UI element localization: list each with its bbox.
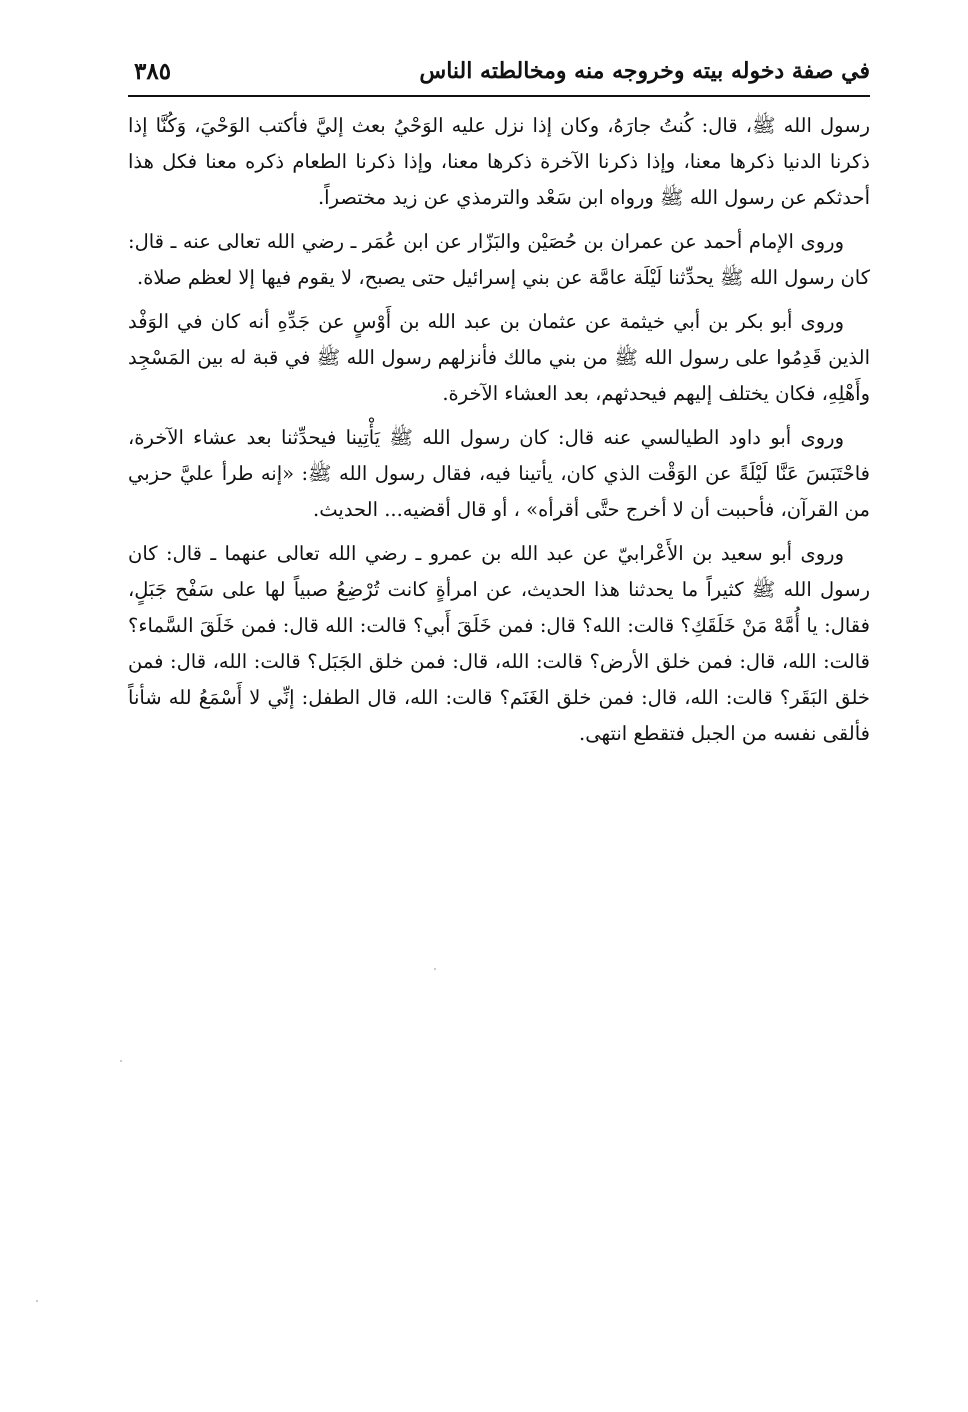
paragraph-5: وروى أبو سعيد بن الأَعْرابيّ عن عبد الله بن عمرو ـ رضي الله تعالى عنهما ـ قال: كان رسول الله ﷺ كثيراً ما يحدثنا هذا الحديث، عن امرأةٍ كانت تُرْضِعُ صبياً لها على سَفْح جَبَلٍ، فقال: يا أُمَّهْ مَنْ خَلَقَكِ؟ قالت: الله؟ قال: فمن خَلَقَ أَبي؟ قالت: الله قال: فمن خَلَقَ السَّماء؟ قالت: الله، قال: فمن خلق الأرض؟ قالت: الله، قال: فمن خلق الجَبَل؟ قالت: الله، قال: فمن خلق البَقَر؟ قالت: الله، قال: فمن خلق الغَنَم؟ قالت: الله، قال الطفل: إنِّي لا أَسْمَعُ لله شأناً فألقى نفسه من الجبل فتقطع انتهى. [128,542,870,745]
scan-speck [120,1060,122,1062]
running-header [128,56,870,96]
paragraph-1: رسول الله ﷺ، قال: كُنتُ جارَهُ، وكان إذا نزل عليه الوَحْيُ بعث إليَّ فأكتب الوَحْيَ، وَكُنَّا إذا ذكرنا الدنيا ذكرها معنا، وإذا ذكرنا الآخرة ذكرها معنا، وإذا ذكرنا الطعام ذكره معنا فكل هذا أحدثكم عن رسول الله ﷺ ورواه ابن سَعْد والترمذي عن زيد مختصراً. [128,114,870,209]
paragraph-2: وروى الإمام أحمد عن عمران بن حُصَيْن والبَزّار عن ابن عُمَر ـ رضي الله تعالى عنه ـ قال: كان رسول الله ﷺ يحدِّثنا لَيْلَة عامَّة عن بني إسرائيل حتى يصبح، لا يقوم فيها إلا لعظم صلاة. [128,230,870,289]
paragraph-4: وروى أبو داود الطيالسي عنه قال: كان رسول الله ﷺ يَأْتِينا فيحدِّثنا بعد عشاء الآخرة، فاحْتَبَسَ عَنَّا لَيْلَةً عن الوَقْت الذي كان، يأتينا فيه، فقال رسول الله ﷺ: «إنه طرأ عليَّ حزبي من القرآن، فأحببت أن لا أخرج حتَّى أقرأه» ، أو قال أقضيه... الحديث. [128,426,870,521]
scan-speck [434,968,436,970]
body-text [128,108,870,760]
paragraph-3: وروى أبو بكر بن أبي خيثمة عن عثمان بن عبد الله بن أَوْسٍ عن جَدِّهِ أنه كان في الوَفْد الذين قَدِمُوا على رسول الله ﷺ من بني مالك فأنزلهم رسول الله ﷺ في قبة له بين المَسْجِد وأَهْلِهِ، فكان يختلف إليهم فيحدثهم، بعد العشاء الآخرة. [128,310,870,405]
header-divider [128,95,870,97]
running-header-title: في صفة دخوله بيته وخروجه منه ومخالطته الناس [419,58,870,84]
page-number: ٣٨٥ [134,58,172,85]
scan-speck [36,1300,38,1302]
